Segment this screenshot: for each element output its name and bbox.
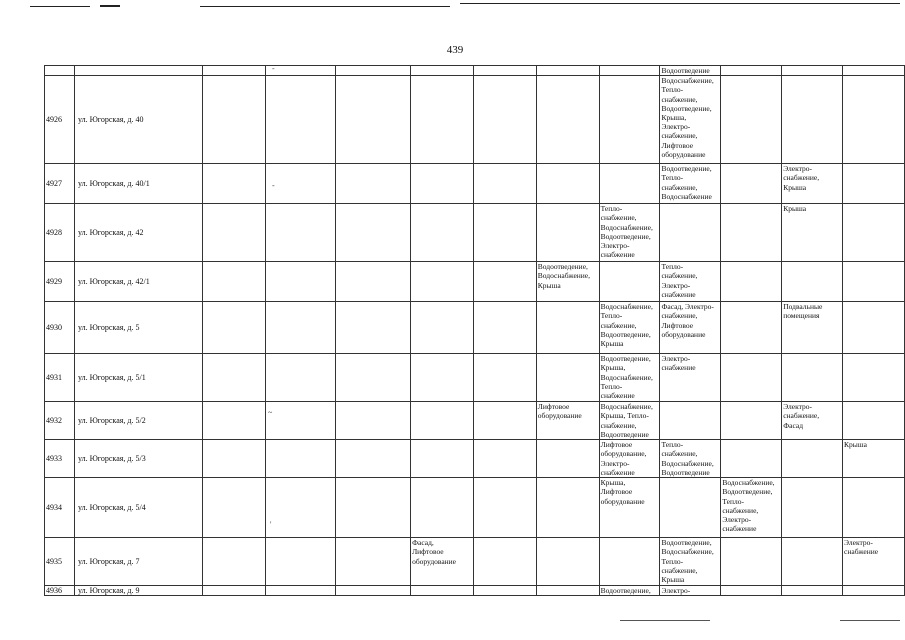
work-cell-c13	[843, 478, 905, 538]
address-cell: ул. Югорская, д. 5/3	[74, 440, 202, 478]
work-cell-c9: Водоотведение,	[599, 586, 660, 596]
work-cell-c8	[536, 586, 599, 596]
work-cell-c12	[782, 76, 843, 164]
scan-mark: -	[272, 64, 275, 73]
work-cell-c4	[266, 302, 336, 354]
work-cell-c10: Тепло- снабжение, Водоснабжение, Водоотведение	[660, 440, 721, 478]
work-cell-c13	[843, 302, 905, 354]
work-cell-c10: Водоотведение, Водоснабжение, Тепло- снабжение, Крыша	[660, 538, 721, 586]
work-cell-c8	[536, 354, 599, 402]
scan-mark: -	[272, 181, 275, 190]
work-cell-c3	[202, 586, 266, 596]
table-row	[45, 76, 905, 164]
work-cell-c6	[411, 76, 474, 164]
work-cell-c3	[202, 440, 266, 478]
work-cell-c4	[266, 354, 336, 402]
repair-registry-table	[44, 65, 905, 596]
work-cell-c12: Электро- снабжение, Крыша	[782, 164, 843, 204]
scan-mark: ~	[268, 408, 273, 417]
work-cell-c6	[411, 66, 474, 76]
work-cell-c9	[599, 262, 660, 302]
work-cell-c13	[843, 402, 905, 440]
work-cell-c8	[536, 76, 599, 164]
address-cell: ул. Югорская, д. 5/1	[74, 354, 202, 402]
work-cell-c10: Электро- снабжение	[660, 354, 721, 402]
work-cell-c7	[473, 76, 536, 164]
work-cell-c3	[202, 76, 266, 164]
work-cell-c4	[266, 402, 336, 440]
work-cell-c11	[721, 66, 782, 76]
work-cell-c7	[473, 440, 536, 478]
work-cell-c6	[411, 302, 474, 354]
work-cell-c11	[721, 402, 782, 440]
row-number: 4932	[45, 402, 75, 440]
work-cell-c4	[266, 538, 336, 586]
address-cell	[74, 66, 202, 76]
work-cell-c6	[411, 586, 474, 596]
work-cell-c9: Водоснабжение, Крыша, Тепло- снабжение, Водоотведение	[599, 402, 660, 440]
work-cell-c4	[266, 262, 336, 302]
address-cell: ул. Югорская, д. 42	[74, 204, 202, 262]
work-cell-c9: Крыша, Лифтовое оборудование	[599, 478, 660, 538]
work-cell-c3	[202, 402, 266, 440]
table-row	[45, 204, 905, 262]
work-cell-c3	[202, 204, 266, 262]
address-cell: ул. Югорская, д. 40/1	[74, 164, 202, 204]
scan-mark: '	[270, 520, 272, 529]
scan-artifact-line	[100, 5, 120, 7]
work-cell-c5	[336, 76, 411, 164]
work-cell-c11	[721, 538, 782, 586]
row-number: 4930	[45, 302, 75, 354]
work-cell-c13	[843, 76, 905, 164]
row-number	[45, 66, 75, 76]
row-number: 4931	[45, 354, 75, 402]
scan-artifact-line	[840, 620, 900, 621]
work-cell-c10: Фасад, Электро- снабжение, Лифтовое оборудование	[660, 302, 721, 354]
work-cell-c5	[336, 586, 411, 596]
work-cell-c5	[336, 302, 411, 354]
work-cell-c9	[599, 538, 660, 586]
table-row	[45, 478, 905, 538]
work-cell-c3	[202, 354, 266, 402]
work-cell-c13	[843, 164, 905, 204]
work-cell-c6	[411, 164, 474, 204]
work-cell-c9: Лифтовое оборудование, Электро- снабжение	[599, 440, 660, 478]
work-cell-c9	[599, 66, 660, 76]
work-cell-c7	[473, 262, 536, 302]
work-cell-c10	[660, 478, 721, 538]
work-cell-c12: Крыша	[782, 204, 843, 262]
address-cell: ул. Югорская, д. 5	[74, 302, 202, 354]
row-number: 4926	[45, 76, 75, 164]
row-number: 4927	[45, 164, 75, 204]
work-cell-c9: Водоотведение, Крыша, Водоснабжение, Тепло- снабжение	[599, 354, 660, 402]
work-cell-c10: Водоотведение, Тепло- снабжение, Водоснабжение	[660, 164, 721, 204]
work-cell-c12	[782, 538, 843, 586]
work-cell-c10	[660, 402, 721, 440]
work-cell-c5	[336, 164, 411, 204]
work-cell-c4	[266, 164, 336, 204]
work-cell-c6	[411, 478, 474, 538]
work-cell-c8: Водоотведение, Водоснабжение, Крыша	[536, 262, 599, 302]
work-cell-c12: Подвальные помещения	[782, 302, 843, 354]
work-cell-c13	[843, 66, 905, 76]
work-cell-c8	[536, 478, 599, 538]
work-cell-c10: Электро-	[660, 586, 721, 596]
work-cell-c4	[266, 66, 336, 76]
work-cell-c8	[536, 302, 599, 354]
work-cell-c4	[266, 204, 336, 262]
work-cell-c8: Лифтовое оборудование	[536, 402, 599, 440]
work-cell-c7	[473, 164, 536, 204]
table-row	[45, 538, 905, 586]
work-cell-c11	[721, 302, 782, 354]
work-cell-c6	[411, 204, 474, 262]
table-row	[45, 586, 905, 596]
work-cell-c3	[202, 302, 266, 354]
work-cell-c13	[843, 262, 905, 302]
scan-artifact-line	[460, 3, 900, 4]
row-number: 4929	[45, 262, 75, 302]
work-cell-c12	[782, 586, 843, 596]
work-cell-c10: Водоснабжение, Тепло- снабжение, Водоотведение, Крыша, Электро- снабжение, Лифтовое оборудование	[660, 76, 721, 164]
work-cell-c6	[411, 440, 474, 478]
work-cell-c4	[266, 478, 336, 538]
work-cell-c5	[336, 478, 411, 538]
work-cell-c13	[843, 354, 905, 402]
work-cell-c12	[782, 440, 843, 478]
address-cell: ул. Югорская, д. 9	[74, 586, 202, 596]
work-cell-c10: Водоотведение	[660, 66, 721, 76]
work-cell-c11	[721, 586, 782, 596]
address-cell: ул. Югорская, д. 5/2	[74, 402, 202, 440]
work-cell-c9: Тепло- снабжение, Водоснабжение, Водоотведение, Электро- снабжение	[599, 204, 660, 262]
work-cell-c3	[202, 478, 266, 538]
work-cell-c5	[336, 354, 411, 402]
row-number: 4928	[45, 204, 75, 262]
work-cell-c3	[202, 538, 266, 586]
work-cell-c6: Фасад, Лифтовое оборудование	[411, 538, 474, 586]
work-cell-c4	[266, 76, 336, 164]
work-cell-c6	[411, 262, 474, 302]
row-number: 4933	[45, 440, 75, 478]
work-cell-c11	[721, 76, 782, 164]
work-cell-c11	[721, 204, 782, 262]
work-cell-c11: Водоснабжение, Водоотведение, Тепло- снабжение, Электро- снабжение	[721, 478, 782, 538]
work-cell-c12: Электро- снабжение, Фасад	[782, 402, 843, 440]
work-cell-c4	[266, 440, 336, 478]
work-cell-c3	[202, 262, 266, 302]
work-cell-c3	[202, 66, 266, 76]
work-cell-c8	[536, 66, 599, 76]
work-cell-c12	[782, 354, 843, 402]
address-cell: ул. Югорская, д. 5/4	[74, 478, 202, 538]
address-cell: ул. Югорская, д. 40	[74, 76, 202, 164]
work-cell-c12	[782, 478, 843, 538]
work-cell-c6	[411, 354, 474, 402]
work-cell-c13: Крыша	[843, 440, 905, 478]
work-cell-c12	[782, 262, 843, 302]
work-cell-c7	[473, 586, 536, 596]
work-cell-c7	[473, 538, 536, 586]
row-number: 4935	[45, 538, 75, 586]
work-cell-c7	[473, 302, 536, 354]
table-row	[45, 302, 905, 354]
work-cell-c8	[536, 440, 599, 478]
work-cell-c8	[536, 538, 599, 586]
work-cell-c13: Электро- снабжение	[843, 538, 905, 586]
work-cell-c5	[336, 66, 411, 76]
work-cell-c10	[660, 204, 721, 262]
work-cell-c8	[536, 164, 599, 204]
work-cell-c8	[536, 204, 599, 262]
work-cell-c11	[721, 164, 782, 204]
work-cell-c7	[473, 354, 536, 402]
work-cell-c5	[336, 402, 411, 440]
row-number: 4934	[45, 478, 75, 538]
work-cell-c13	[843, 204, 905, 262]
table-row	[45, 66, 905, 76]
page-number: 439	[446, 44, 464, 56]
table-row	[45, 262, 905, 302]
work-cell-c12	[782, 66, 843, 76]
table-row	[45, 354, 905, 402]
work-cell-c3	[202, 164, 266, 204]
scan-artifact-line	[30, 6, 90, 7]
address-cell: ул. Югорская, д. 42/1	[74, 262, 202, 302]
work-cell-c7	[473, 66, 536, 76]
row-number: 4936	[45, 586, 75, 596]
work-cell-c5	[336, 262, 411, 302]
work-cell-c13	[843, 586, 905, 596]
work-cell-c11	[721, 440, 782, 478]
scan-artifact-line	[620, 620, 710, 621]
work-cell-c5	[336, 204, 411, 262]
work-cell-c5	[336, 440, 411, 478]
work-cell-c6	[411, 402, 474, 440]
work-cell-c11	[721, 262, 782, 302]
scan-artifact-line	[200, 6, 450, 7]
address-cell: ул. Югорская, д. 7	[74, 538, 202, 586]
table-row	[45, 440, 905, 478]
work-cell-c10: Тепло- снабжение, Электро- снабжение	[660, 262, 721, 302]
table-row	[45, 402, 905, 440]
work-cell-c11	[721, 354, 782, 402]
work-cell-c4	[266, 586, 336, 596]
table-row	[45, 164, 905, 204]
work-cell-c9	[599, 76, 660, 164]
work-cell-c5	[336, 538, 411, 586]
work-cell-c7	[473, 478, 536, 538]
work-cell-c7	[473, 402, 536, 440]
work-cell-c9: Водоснабжение, Тепло- снабжение, Водоотведение, Крыша	[599, 302, 660, 354]
work-cell-c9	[599, 164, 660, 204]
work-cell-c7	[473, 204, 536, 262]
